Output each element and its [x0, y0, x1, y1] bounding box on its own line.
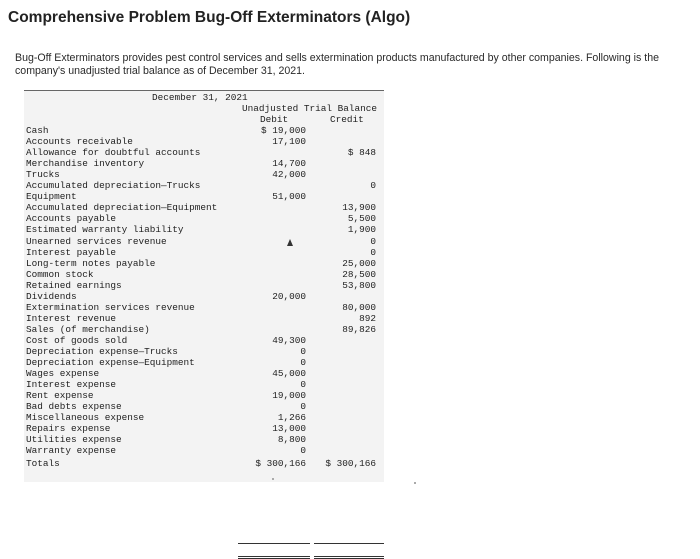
- debit-amount: 17,100: [272, 136, 306, 148]
- date-header: December 31, 2021: [152, 92, 248, 103]
- debit-amount: 13,000: [272, 423, 306, 435]
- debit-total-rule: [238, 543, 310, 544]
- account-name: Estimated warranty liability: [26, 224, 184, 236]
- credit-amount: 13,900: [342, 202, 376, 214]
- account-name: Accounts payable: [26, 213, 117, 225]
- account-name: Accumulated depreciation—Trucks: [26, 180, 201, 192]
- page-title: Comprehensive Problem Bug-Off Exterminators (Algo): [8, 9, 411, 26]
- account-name: Interest revenue: [26, 312, 117, 324]
- account-name: Cost of goods sold: [26, 334, 128, 346]
- debit-amount: 51,000: [272, 191, 306, 203]
- credit-header: Credit: [330, 114, 364, 125]
- debit-total: $ 300,166: [255, 457, 306, 469]
- account-name: Interest payable: [26, 246, 117, 258]
- credit-amount: 0: [370, 180, 376, 192]
- account-name: Utilities expense: [26, 434, 122, 446]
- account-name: Depreciation expense—Trucks: [26, 346, 178, 357]
- credit-amount: 5,500: [347, 213, 376, 225]
- totals-label: Totals: [26, 457, 60, 469]
- credit-amount: 0: [370, 246, 376, 258]
- debit-amount: $ 19,000: [260, 125, 306, 136]
- artifact-dot: [414, 482, 416, 484]
- debit-header: Debit: [260, 114, 289, 125]
- artifact-dot: [272, 478, 274, 480]
- debit-amount: 1,266: [277, 412, 306, 424]
- credit-amount: 80,000: [342, 301, 376, 313]
- credit-total-rule: [314, 543, 384, 544]
- credit-amount: 1,900: [347, 224, 376, 236]
- account-name: Equipment: [26, 191, 77, 203]
- account-name: Repairs expense: [26, 423, 111, 435]
- debit-amount: 49,300: [272, 334, 306, 346]
- debit-amount: 0: [300, 379, 306, 391]
- problem-intro: Bug-Off Exterminators provides pest control services and sells extermination products manufactured by other companies. Following is the company's unadjusted trial balance as of December 31, 2021.: [15, 52, 659, 77]
- account-name: Trucks: [26, 169, 60, 181]
- debit-amount: 45,000: [272, 368, 306, 380]
- debit-amount: 0: [300, 357, 306, 369]
- account-name: Long-term notes payable: [26, 257, 156, 269]
- debit-amount: 8,800: [277, 434, 306, 446]
- account-name: Extermination services revenue: [26, 301, 195, 313]
- debit-amount: 14,700: [272, 158, 306, 170]
- debit-amount: 20,000: [272, 290, 306, 302]
- account-name: Allowance for doubtful accounts: [26, 147, 201, 159]
- account-name: Bad debts expense: [26, 401, 122, 413]
- debit-amount: 19,000: [272, 390, 306, 402]
- account-name: Retained earnings: [26, 279, 122, 291]
- account-name: Accounts receivable: [26, 136, 133, 148]
- table-top-rule: [24, 90, 384, 91]
- account-name: Sales (of merchandise): [26, 323, 150, 335]
- credit-amount: 28,500: [342, 268, 376, 280]
- account-name: Common stock: [26, 268, 94, 280]
- account-name: Miscellaneous expense: [26, 412, 145, 424]
- credit-amount: 0: [370, 235, 376, 247]
- account-name: Unearned services revenue: [26, 235, 167, 247]
- debit-amount: 0: [300, 445, 306, 457]
- debit-amount: 42,000: [272, 169, 306, 181]
- balance-header: Unadjusted Trial Balance: [242, 103, 378, 114]
- credit-amount: 53,800: [342, 279, 376, 291]
- debit-amount: 0: [300, 346, 306, 357]
- credit-amount: 25,000: [342, 257, 376, 269]
- account-name: Wages expense: [26, 368, 100, 380]
- account-name: Rent expense: [26, 390, 94, 402]
- credit-amount: 89,826: [342, 323, 376, 335]
- account-name: Merchandise inventory: [26, 158, 145, 170]
- account-name: Accumulated depreciation—Equipment: [26, 202, 218, 214]
- account-name: Dividends: [26, 290, 77, 302]
- account-name: Warranty expense: [26, 445, 117, 457]
- mouse-cursor-icon: [287, 239, 293, 246]
- debit-amount: 0: [300, 401, 306, 413]
- trial-balance-table: [24, 90, 384, 482]
- credit-amount: $ 848: [347, 147, 376, 159]
- credit-amount: 892: [359, 312, 376, 324]
- account-name: Depreciation expense—Equipment: [26, 357, 195, 369]
- account-name: Cash: [26, 125, 49, 136]
- credit-total: $ 300,166: [325, 457, 376, 469]
- account-name: Interest expense: [26, 379, 117, 391]
